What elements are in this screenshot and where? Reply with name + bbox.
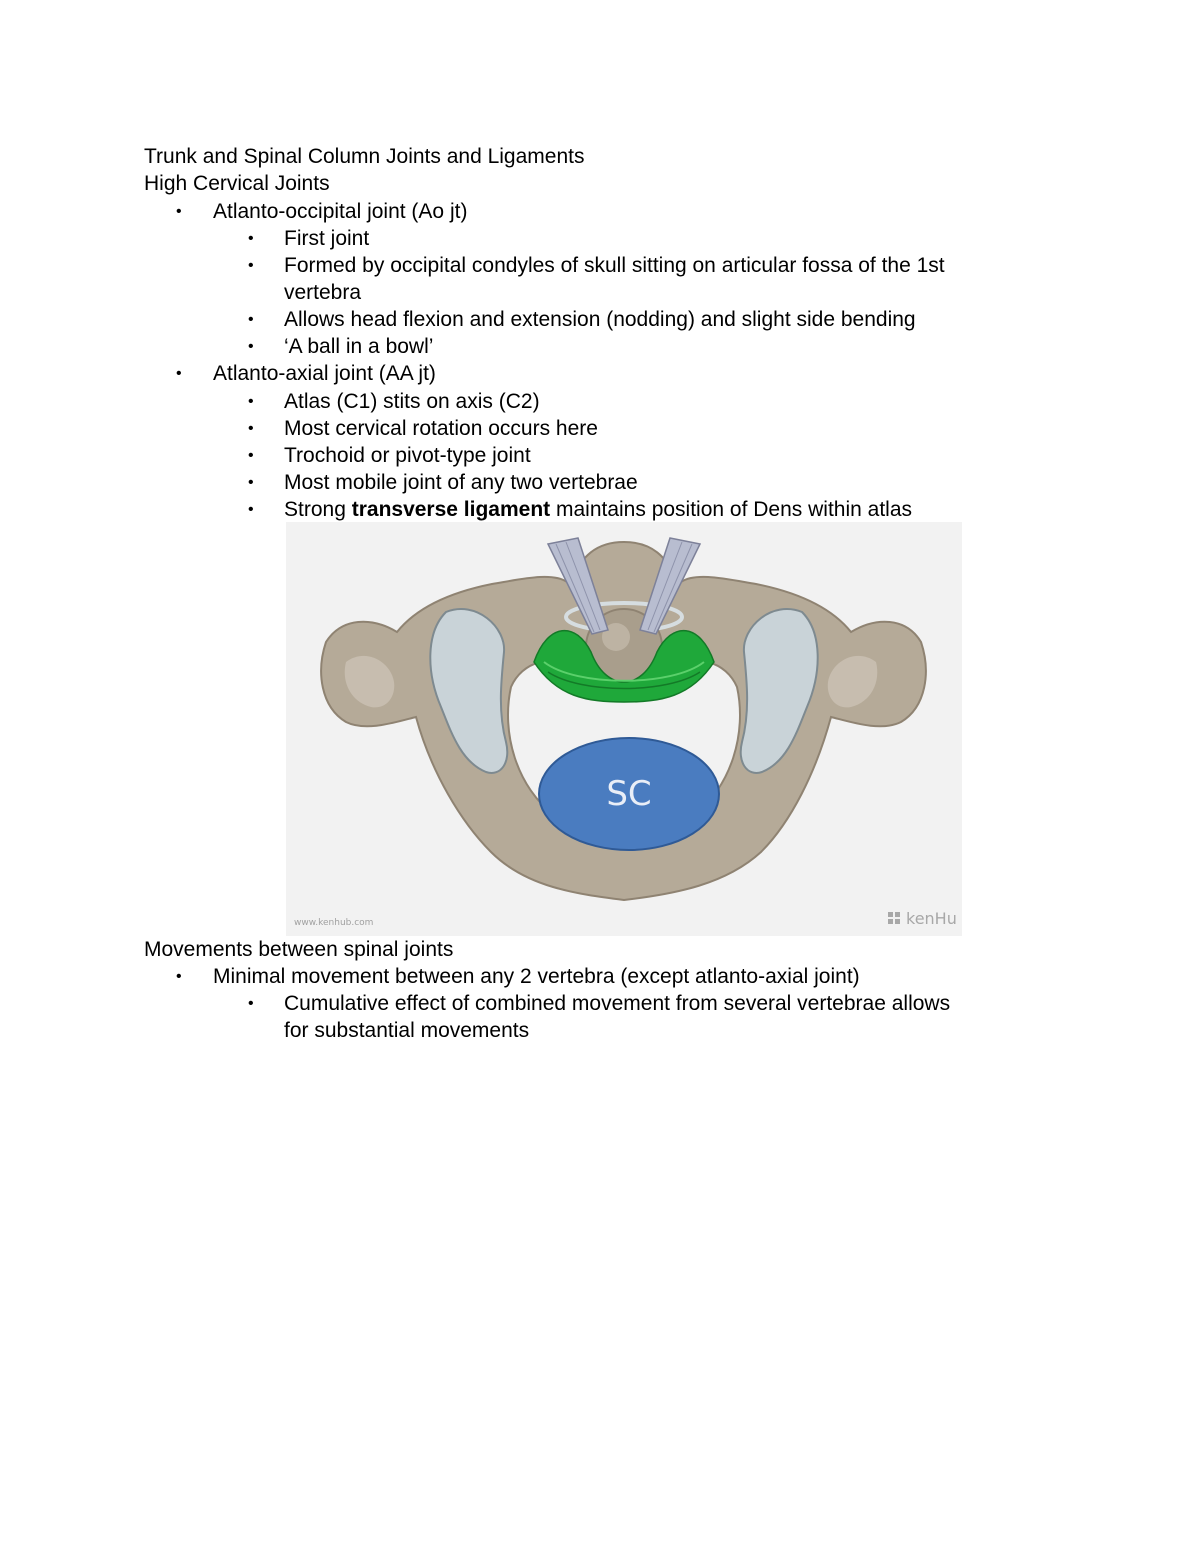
sub-item: Cumulative effect of combined movement from several vertebrae allows [284,992,951,1015]
list-item-atlanto-occipital: Atlanto-occipital joint (Ao jt) [213,200,468,223]
sub-item-continuation: for substantial movements [284,1019,530,1042]
sub-item: Trochoid or pivot-type joint [284,444,531,467]
list-item-minimal-movement: Minimal movement between any 2 vertebra (except atlanto-axial joint) [213,965,860,988]
watermark-left: www.kenhub.com [294,918,374,928]
bullet-icon: • [176,968,182,985]
list-item-atlanto-axial: Atlanto-axial joint (AA jt) [213,362,436,385]
bullet-icon: • [248,474,254,491]
sub-item: First joint [284,227,370,250]
bullet-icon: • [176,365,182,382]
bullet-icon: • [248,420,254,437]
watermark-right: kenHu [906,909,957,928]
sub-item: Most cervical rotation occurs here [284,417,598,440]
section-heading-movements: Movements between spinal joints [144,938,454,961]
kenhub-logo-icon [888,912,900,924]
bullet-icon: • [248,311,254,328]
bullet-icon: • [248,501,254,518]
text-before: Strong [284,498,352,521]
bullet-icon: • [248,230,254,247]
atlas-vertebra-figure [286,522,962,936]
document-title: Trunk and Spinal Column Joints and Ligaments [144,145,585,168]
bullet-icon: • [176,203,182,220]
sub-item: Atlas (C1) stits on axis (C2) [284,390,540,413]
sub-item: Most mobile joint of any two vertebrae [284,471,638,494]
sub-item: Allows head flexion and extension (nodding) and slight side bending [284,308,916,331]
bullet-icon: • [248,447,254,464]
sub-item-transverse-ligament [284,496,912,523]
text-after: maintains position of Dens within atlas [550,498,913,521]
bold-term: transverse ligament [351,498,551,521]
sub-item: Formed by occipital condyles of skull sitting on articular fossa of the 1st [284,254,945,277]
bullet-icon: • [248,995,254,1012]
bullet-icon: • [248,338,254,355]
bullet-icon: • [248,257,254,274]
spinal-cord-label: SC [606,774,652,814]
sub-item-continuation: vertebra [284,281,362,304]
sub-item: ‘A ball in a bowl’ [284,335,434,358]
section-heading-high-cervical: High Cervical Joints [144,172,330,195]
bullet-icon: • [248,393,254,410]
